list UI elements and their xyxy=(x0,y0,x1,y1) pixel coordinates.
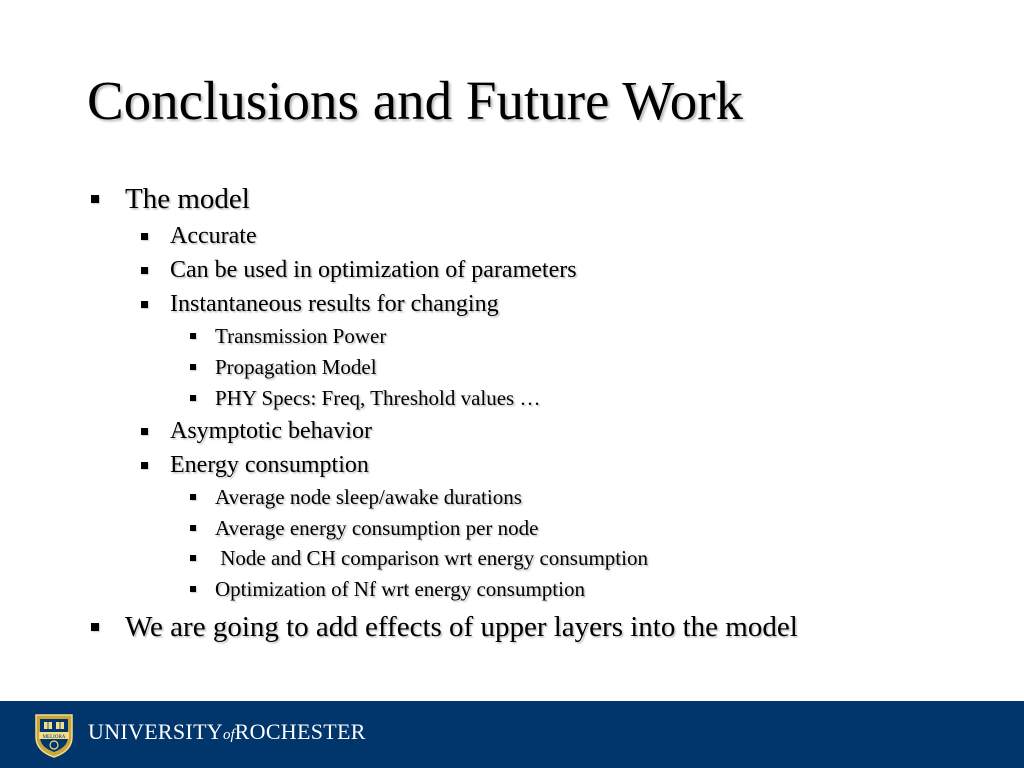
square-bullet-icon xyxy=(141,462,148,469)
square-bullet-icon xyxy=(190,494,196,500)
square-bullet-icon xyxy=(190,333,196,339)
bullet-item xyxy=(170,290,499,318)
square-bullet-icon xyxy=(190,586,196,592)
square-bullet-icon xyxy=(190,525,196,531)
bullet-item xyxy=(215,386,540,410)
bullet-text: Optimization of Nf wrt energy consumption xyxy=(215,577,585,601)
bullet-text: Asymptotic behavior xyxy=(170,418,372,444)
bullet-item xyxy=(215,516,538,540)
bullet-item xyxy=(170,417,372,445)
bullet-text: Instantaneous results for changing xyxy=(170,291,499,317)
bullet-text: Accurate xyxy=(170,223,257,249)
bullet-item xyxy=(170,451,369,479)
square-bullet-icon xyxy=(91,623,99,631)
university-wordmark xyxy=(88,717,366,750)
bullet-item xyxy=(215,324,386,348)
wordmark-university: UNIVERSITY xyxy=(88,719,223,744)
wordmark-of: of xyxy=(223,727,235,743)
square-bullet-icon xyxy=(190,395,196,401)
bullet-item xyxy=(125,182,250,216)
wordmark-rochester: ROCHESTER xyxy=(234,719,366,744)
footer-band xyxy=(0,701,1024,768)
slide-title: Conclusions and Future Work xyxy=(87,70,744,131)
bullet-text: Transmission Power xyxy=(215,324,387,348)
bullet-item xyxy=(215,355,377,379)
bullet-item xyxy=(215,546,648,570)
bullet-item xyxy=(215,485,522,509)
bullet-text: Average node sleep/awake durations xyxy=(215,485,522,509)
bullet-text: Propagation Model xyxy=(215,355,377,379)
bullet-text: Can be used in optimization of parameters xyxy=(170,257,577,283)
square-bullet-icon xyxy=(91,195,99,203)
bullet-text: Energy consumption xyxy=(170,452,369,478)
square-bullet-icon xyxy=(141,428,148,435)
bullet-text: Average energy consumption per node xyxy=(215,516,539,540)
university-seal-icon xyxy=(30,711,78,759)
square-bullet-icon xyxy=(190,555,196,561)
seal-motto: MELIORA xyxy=(42,734,66,740)
bullet-text: We are going to add effects of upper layers into the model xyxy=(125,611,798,643)
square-bullet-icon xyxy=(141,267,148,274)
bullet-text: PHY Specs: Freq, Threshold values … xyxy=(215,386,541,410)
square-bullet-icon xyxy=(190,364,196,370)
bullet-item xyxy=(125,610,798,644)
bullet-item xyxy=(215,577,585,601)
bullet-item xyxy=(170,256,577,284)
bullet-text: The model xyxy=(125,183,250,215)
bullet-text: Node and CH comparison wrt energy consumption xyxy=(215,546,648,570)
square-bullet-icon xyxy=(141,301,148,308)
bullet-item xyxy=(170,222,257,250)
square-bullet-icon xyxy=(141,233,148,240)
